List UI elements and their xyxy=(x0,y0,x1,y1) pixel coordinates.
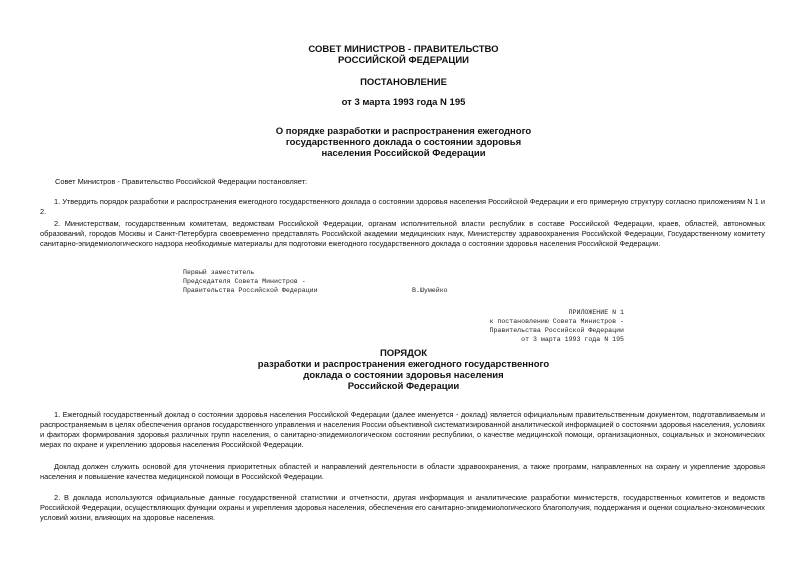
order-subtitle-line-1: разработки и распространения ежегодного государственного xyxy=(257,359,550,370)
order-subtitle-line-3: Российской Федерации xyxy=(347,381,460,392)
appendix-line-3: Правительства Российской Федерации xyxy=(489,327,624,334)
preamble: Совет Министров - Правительство Российской Федерации постановляет: xyxy=(55,177,308,186)
decree-title-line-2: государственного доклада о состоянии здоровья xyxy=(285,137,522,148)
order-subtitle-line-2: доклада о состоянии здоровья населения xyxy=(303,370,504,381)
decree-item-1: 1. Утвердить порядок разработки и распространения ежегодного государственного доклада о состоянии здоровья населения Российской Федерации и его примерную структуру согласно приложениям N 1 и 2. xyxy=(40,197,765,216)
signatory-name: В.Шумейко xyxy=(412,287,448,294)
issuer-line-2: РОССИЙСКОЙ ФЕДЕРАЦИИ xyxy=(337,55,469,66)
decree-title-line-1: О порядке разработки и распространения ежегодного xyxy=(275,126,532,137)
signature-line-2: Председателя Совета Министров - xyxy=(183,278,306,285)
order-title: ПОРЯДОК xyxy=(379,348,428,359)
document-date-number: от 3 марта 1993 года N 195 xyxy=(341,97,466,108)
order-paragraph-2: Доклад должен служить основой для уточнения приоритетных областей и направлений деятельности в области здравоохранения, а также программ, направленных на охрану и укрепление здоровья населения и повышение качества медицинской помощи в Российской Федерации. xyxy=(40,462,765,481)
document-type: ПОСТАНОВЛЕНИЕ xyxy=(360,77,447,88)
signature-line-3: Правительства Российской Федерации xyxy=(183,287,318,294)
decree-item-2: 2. Министерствам, государственным комитетам, ведомствам Российской Федерации, органам исполнительной власти республик в составе Российской Федерации, краев, областей, автономных образований, городов Москвы и Санкт-Петербурга своевременно представлять Российской академии медицинских наук, Министерству здравоохранения Российской Федерации, Государственному комитету санитарно-эпидемиологического надзора необходимые материалы для подготовки ежегодного государственного доклада о состоянии здоровья населения Российской Федерации. xyxy=(40,219,765,248)
appendix-line-4: от 3 марта 1993 года N 195 xyxy=(521,336,624,343)
decree-title-line-3: населения Российской Федерации xyxy=(321,148,486,159)
order-paragraph-3: 2. В доклада используются официальные данные государственной статистики и отчетности, другая информация и аналитические разработки министерств, государственных комитетов и ведомств Российской Федерации, осуществляющих функции охраны и укрепления здоровья населения, обеспечения его санитарно-эпидемиологического благополучия, поддержания и оценки социально-экономических условий жизни, влияющих на здоровье населения. xyxy=(40,493,765,522)
order-paragraph-1: 1. Ежегодный государственный доклад о состоянии здоровья населения Российской Федерации (далее именуется - доклад) является официальным правительственным документом, подготавливаемым и распространяемым в целях обеспечения органов государственного управления и населения России объективной систематизированной аналитической информацией о состоянии здоровья населения, условиях и факторах формирования здоровья различных групп населения, о санитарно-эпидемиологическом состоянии республики, о качестве медицинской помощи, организационных, социальных и экономических мерах по охране и укреплению здоровья населения Российской Федерации. xyxy=(40,410,765,449)
issuer-line-1: СОВЕТ МИНИСТРОВ - ПРАВИТЕЛЬСТВО xyxy=(308,44,499,55)
signature-line-1: Первый заместитель xyxy=(183,269,255,276)
appendix-line-2: к постановлению Совета Министров - xyxy=(489,318,624,325)
appendix-line-1: ПРИЛОЖЕНИЕ N 1 xyxy=(568,309,624,316)
